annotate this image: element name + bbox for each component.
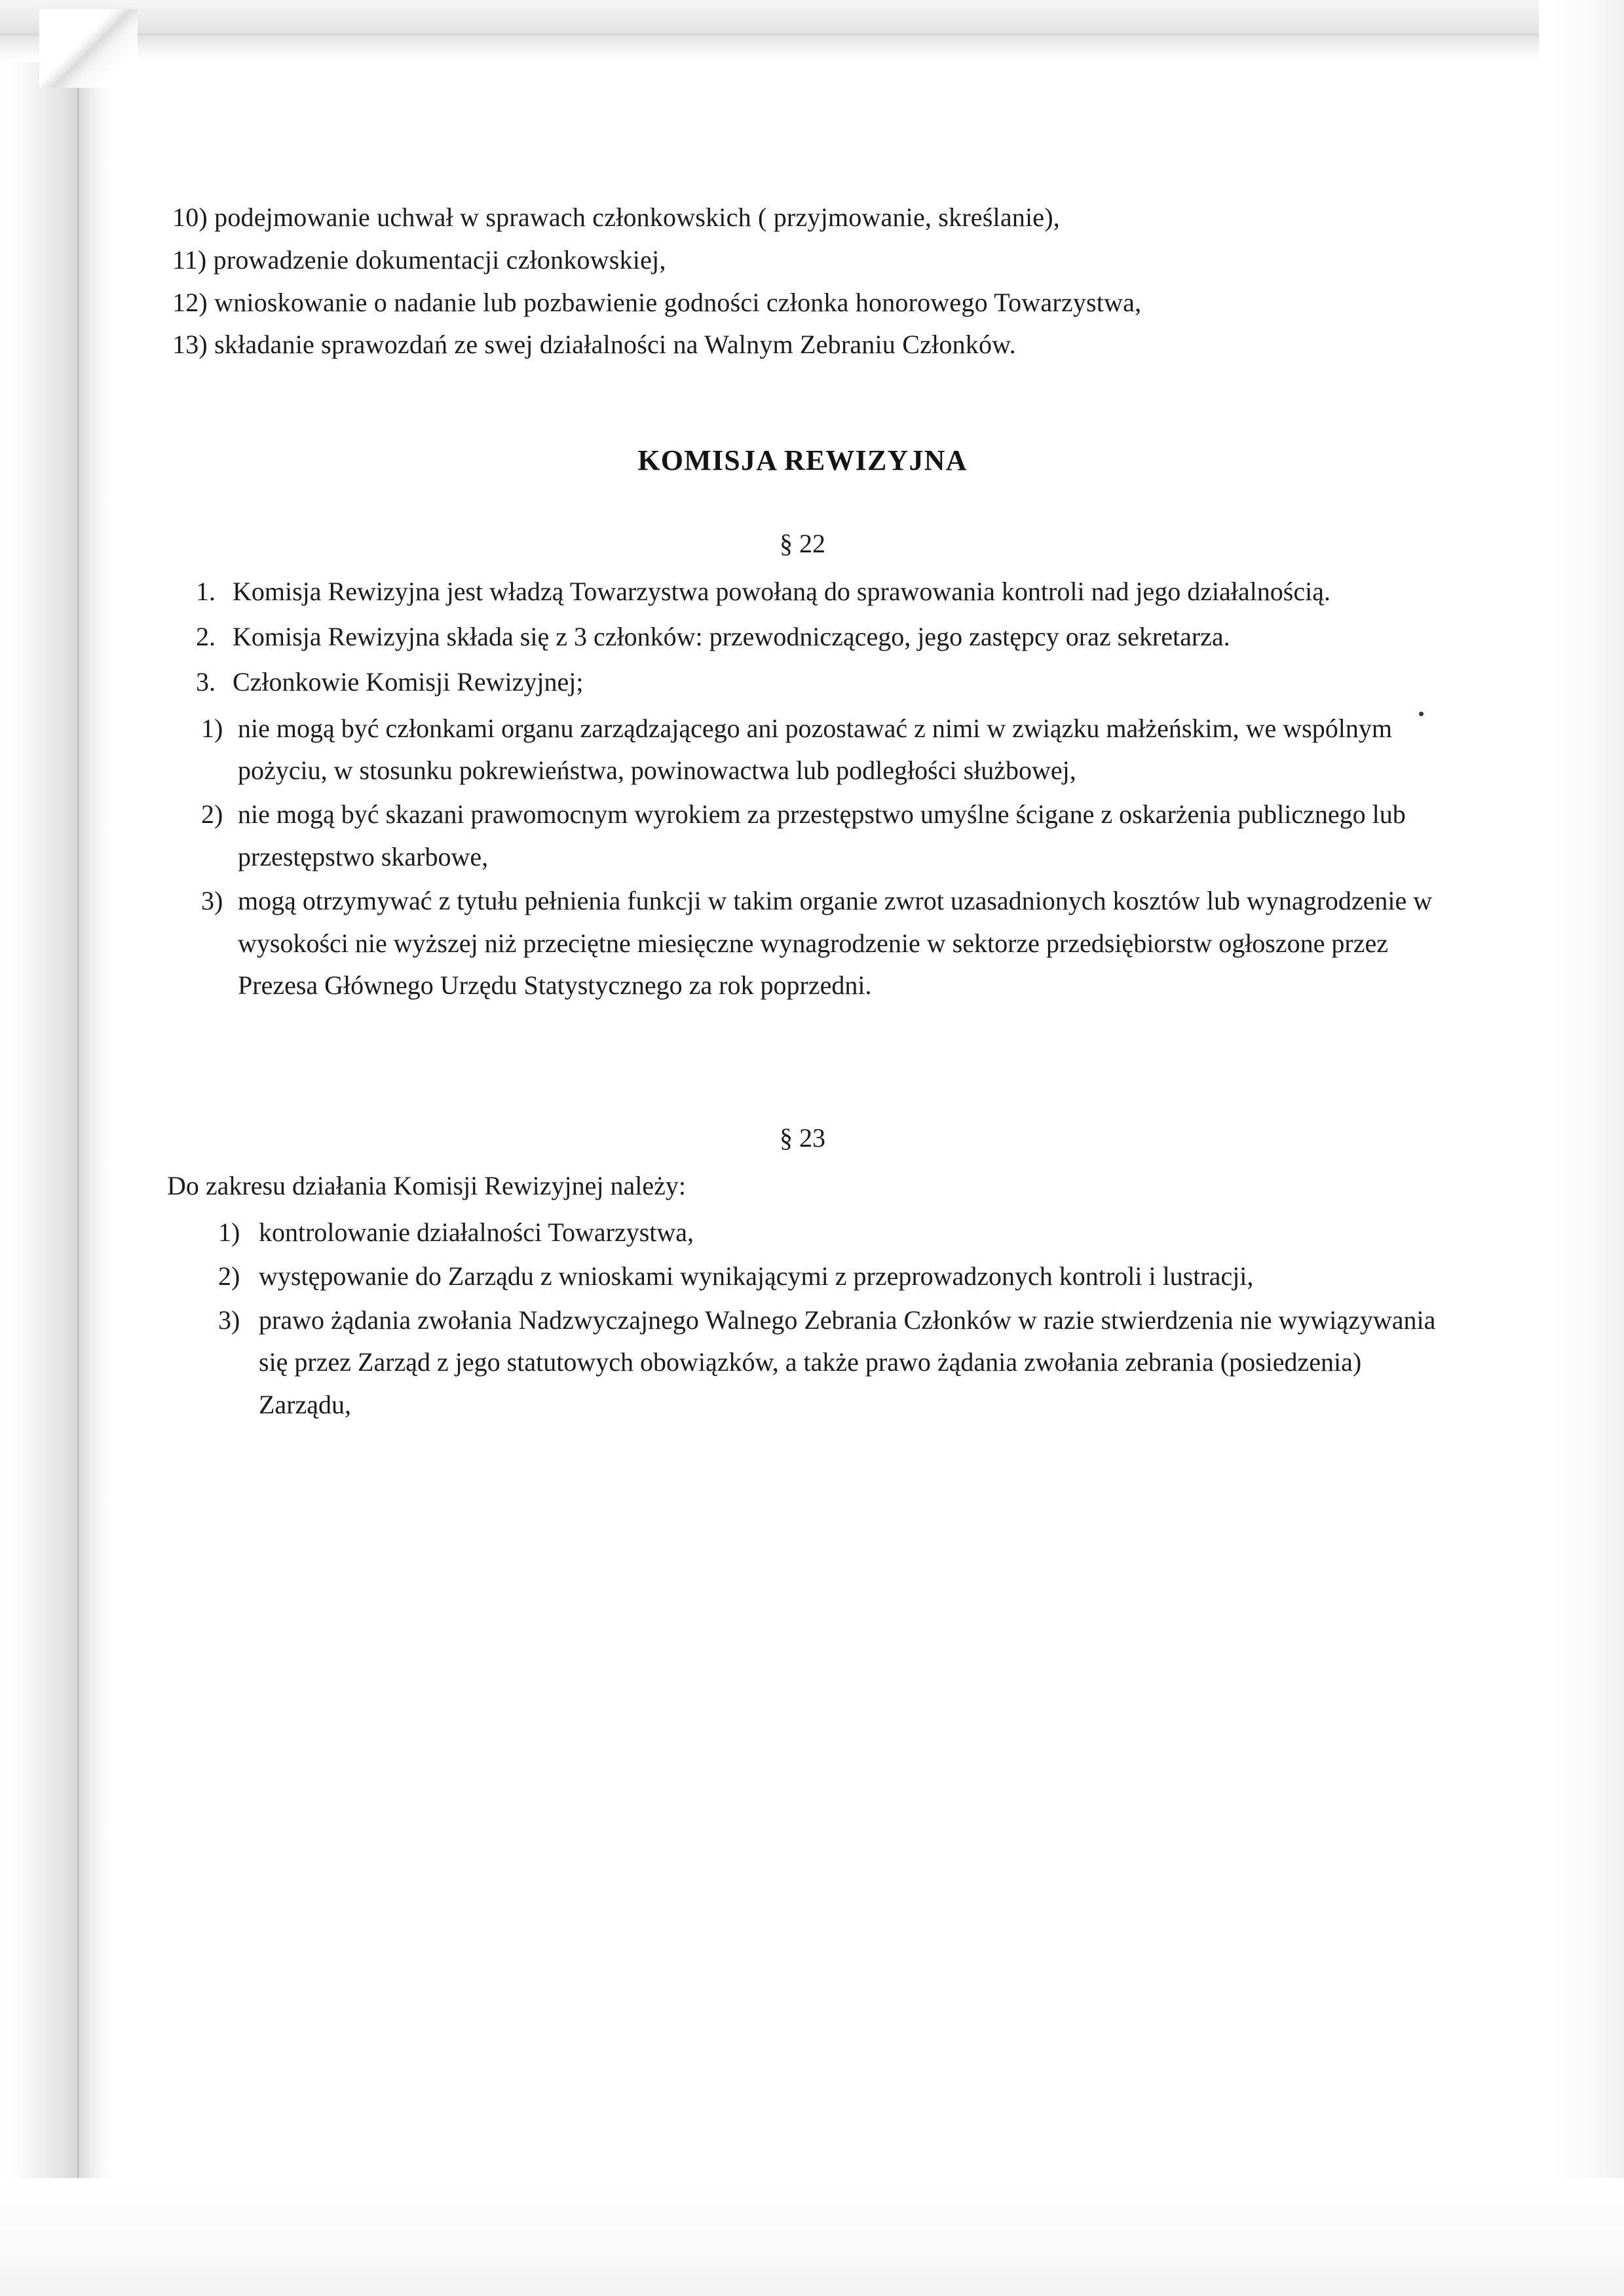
sub-list-item-text xyxy=(238,880,1438,1007)
list-item-marker: 2. xyxy=(196,621,216,651)
sub-list-item-text xyxy=(238,794,1438,879)
paragraph: kontrolowanie działalności Towarzystwa, xyxy=(259,1217,694,1247)
list-item-marker: 3. xyxy=(196,666,216,697)
sub-list-item-marker: 1) xyxy=(201,713,223,743)
section-mark-22: § 22 xyxy=(780,529,825,559)
list-item xyxy=(196,616,1438,659)
list-item: 13) składanie sprawozdań ze swej działalności na Walnym Zebraniu Członków. xyxy=(172,330,1016,360)
list-item-marker: 1. xyxy=(196,577,216,607)
sub-list-item xyxy=(218,1212,1438,1254)
section-mark-23: § 23 xyxy=(780,1123,825,1153)
paragraph: mogą otrzymywać z tytułu pełnienia funkcji w takim organie zwrot uzasadnionych kosztów lub wynagrodzenie w wysokości nie wyższej niż przeciętne miesięczne wynagrodzenie w sektorze przedsiębiorstw ogłoszone przez Prezesa Głównego Urzędu Statystycznego za rok poprzedni. xyxy=(238,885,1433,1001)
section-spacer xyxy=(167,1008,1438,1071)
list-item-text xyxy=(233,616,1438,659)
page-left-edge-shadow xyxy=(0,0,111,2296)
sub-list-item-marker: 3) xyxy=(201,885,223,915)
sub-list-item xyxy=(201,880,1438,1007)
list-item-text xyxy=(233,661,1438,704)
paragraph: nie mogą być członkami organu zarządzającego ani pozostawać z nimi w związku małżeńskim, we wspólnym pożyciu, w stosunku pokrewieństwa, powinowactwa lub podległości służbowej, xyxy=(238,713,1392,786)
list-item-line: działalnością. xyxy=(1187,577,1331,607)
list-item-line: sekretarza. xyxy=(1117,621,1230,651)
section-heading: KOMISJA REWIZYJNA xyxy=(637,444,968,477)
page-top-edge-shadow xyxy=(0,0,1624,62)
sub-list-item-marker: 3) xyxy=(218,1305,240,1335)
list-item: 11) prowadzenie dokumentacji członkowskiej, xyxy=(172,244,666,275)
paragraph: nie mogą być skazani prawomocnym wyrokiem za przestępstwo umyślne ścigane z oskarżenia publicznego lub przestępstwo skarbowe, xyxy=(238,799,1406,871)
section-23-intro: Do zakresu działania Komisji Rewizyjnej należy: xyxy=(167,1171,686,1201)
list-item-text xyxy=(233,571,1438,613)
list-item: 12) wnioskowanie o nadanie lub pozbawienie godności członka honorowego Towarzystwa, xyxy=(172,287,1142,317)
list-item-line: Komisja Rewizyjna składa się z 3 członków: przewodniczącego, jego zastępcy oraz xyxy=(233,621,1111,651)
paragraph: prawo żądania zwołania Nadzwyczajnego Walnego Zebrania Członków w razie stwierdzenia nie wywiązywania się przez Zarząd z jego statutowych obowiązków, a także prawo żądania zwołania zebrania (posiedzenia) Zarządu, xyxy=(259,1305,1436,1420)
page-bottom-edge-shadow xyxy=(0,2178,1624,2296)
sub-list-item xyxy=(201,794,1438,879)
sub-list-item-marker: 2) xyxy=(218,1261,240,1291)
paragraph: występowanie do Zarządu z wnioskami wynikającymi z przeprowadzonych kontroli i lustracji, xyxy=(259,1261,1254,1291)
list-item xyxy=(196,661,1438,704)
sub-list-item-text xyxy=(259,1212,1438,1254)
sub-list-item xyxy=(201,708,1438,793)
section-22-sub-list xyxy=(201,708,1438,1008)
top-numbered-list xyxy=(167,197,1438,366)
document-body xyxy=(167,197,1438,1428)
list-item xyxy=(196,571,1438,613)
list-item-line: Członkowie Komisji Rewizyjnej; xyxy=(233,666,584,697)
sub-list-item-text xyxy=(259,1255,1438,1298)
page-right-edge-shadow xyxy=(1539,0,1624,2296)
sub-list-item xyxy=(218,1299,1438,1426)
sub-list-item-text xyxy=(259,1299,1438,1426)
list-item: 10) podejmowanie uchwał w sprawach członkowskich ( przyjmowanie, skreślanie), xyxy=(172,202,1060,232)
sub-list-item-marker: 2) xyxy=(201,799,223,830)
sub-list-item xyxy=(218,1255,1438,1298)
sub-list-item-marker: 1) xyxy=(218,1217,240,1247)
sub-list-item-text xyxy=(238,708,1438,793)
section-23-list xyxy=(218,1212,1438,1426)
list-item-line: Komisja Rewizyjna jest władzą Towarzystwa powołaną do sprawowania kontroli nad jego xyxy=(233,577,1181,607)
page-corner-fold xyxy=(39,9,138,88)
section-22-list xyxy=(167,571,1438,1007)
scan-artifact-dot xyxy=(1419,712,1424,716)
